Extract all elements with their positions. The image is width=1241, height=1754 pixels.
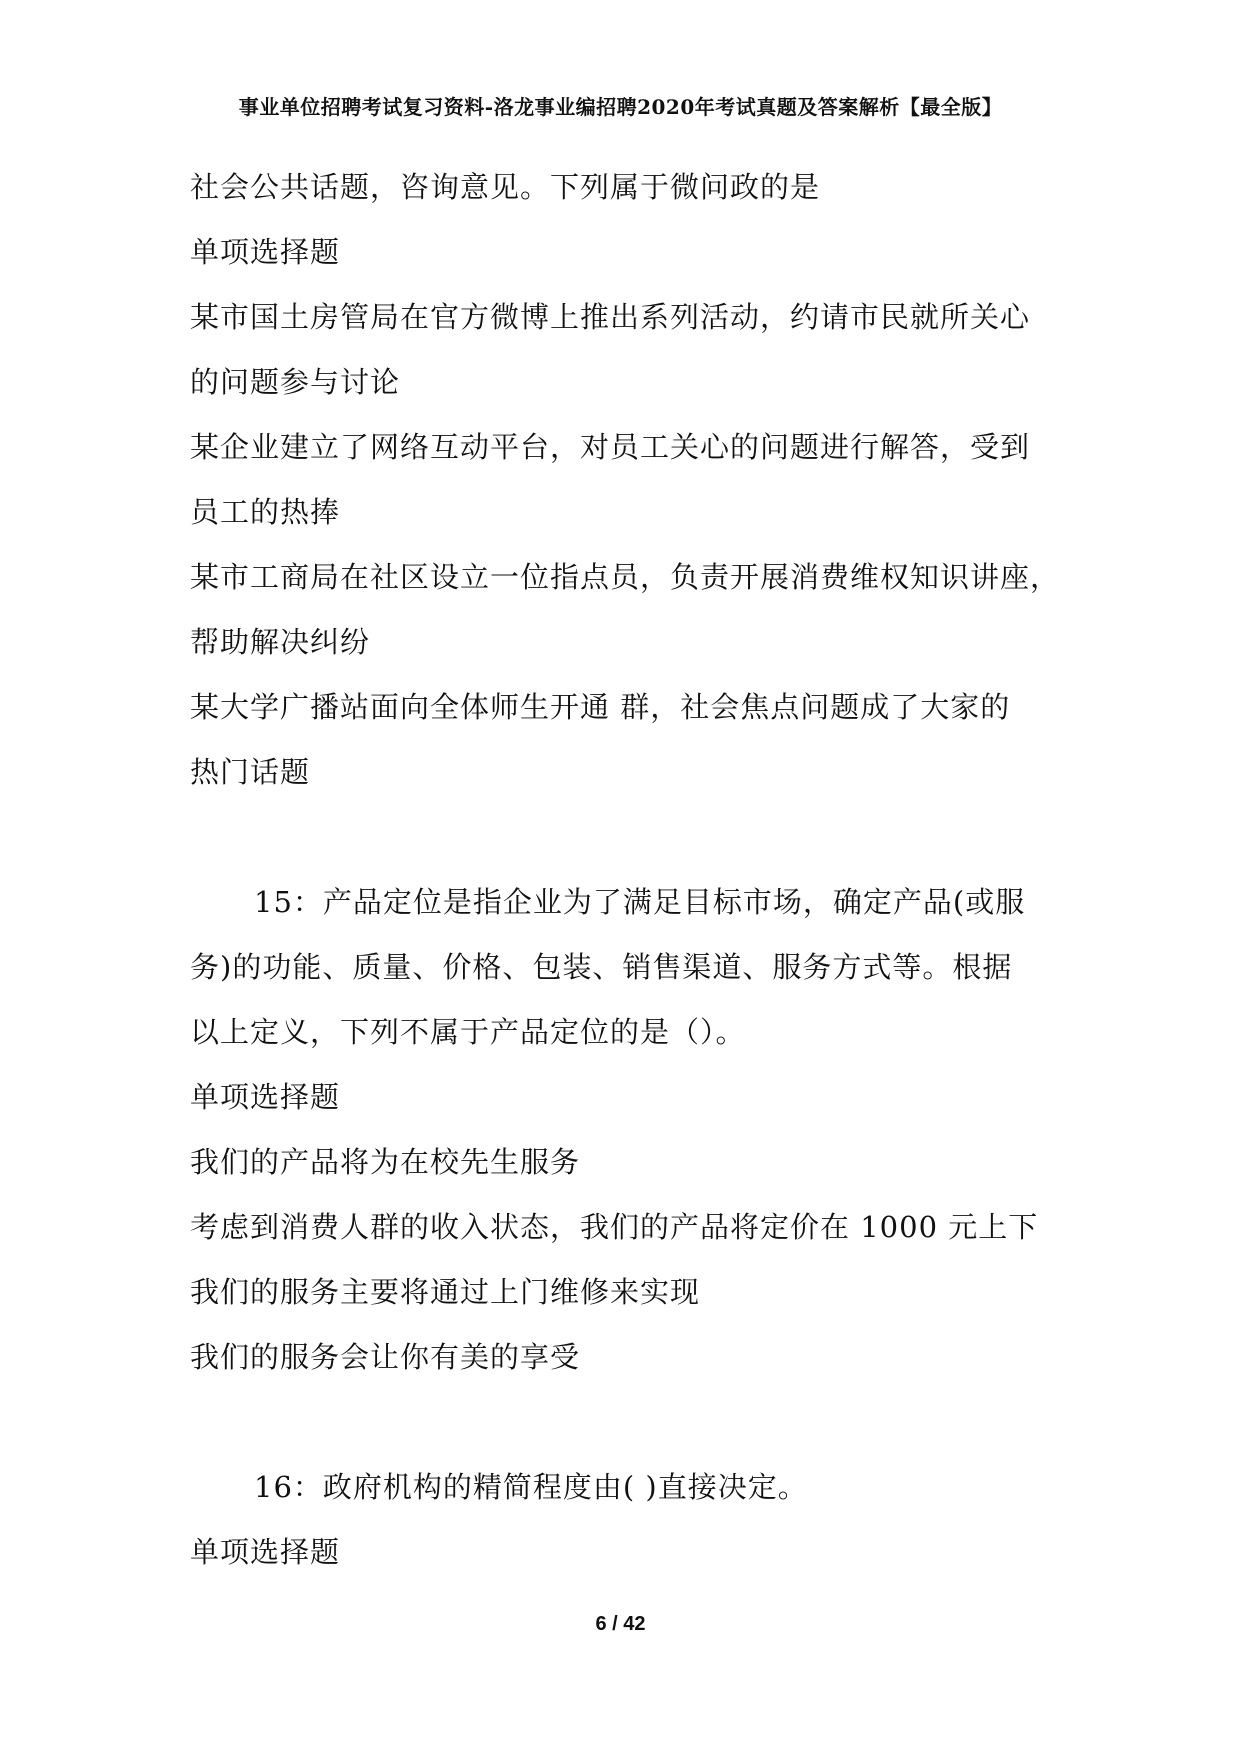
question-14-type: 单项选择题 <box>190 235 341 269</box>
question-15-option-b: 考虑到消费人群的收入状态，我们的产品将定价在 1000 元上下 <box>190 1210 1039 1244</box>
question-14-option-d-line2: 热门话题 <box>190 755 311 789</box>
document-body <box>190 155 1070 1585</box>
section-spacer <box>190 1390 1070 1455</box>
question-14-option-c-line2: 帮助解决纠纷 <box>190 625 371 659</box>
section-spacer <box>190 805 1070 870</box>
question-14-option-d-line1: 某大学广播站面向全体师生开通 群，社会焦点问题成了大家的 <box>190 690 1011 724</box>
question-15-option-d: 我们的服务会让你有美的享受 <box>190 1340 581 1374</box>
question-15-stem-line2: 务)的功能、质量、价格、包装、销售渠道、服务方式等。根据 <box>190 950 1013 984</box>
question-14-option-c-line1: 某市工商局在社区设立一位指点员，负责开展消费维权知识讲座， <box>190 560 1061 594</box>
page-number: 6 / 42 <box>595 1613 646 1635</box>
question-16-type: 单项选择题 <box>190 1535 341 1569</box>
question-15-option-a: 我们的产品将为在校先生服务 <box>190 1145 581 1179</box>
question-14-option-a-line1: 某市国土房管局在官方微博上推出系列活动，约请市民就所关心 <box>190 300 1031 334</box>
page-header: 事业单位招聘考试复习资料-洛龙事业编招聘2020年考试真题及答案解析【最全版】 <box>238 95 1003 119</box>
question-15-type: 单项选择题 <box>190 1080 341 1114</box>
question-14-stem-tail: 社会公共话题，咨询意见。下列属于微问政的是 <box>190 170 821 204</box>
question-14-option-a-line2: 的问题参与讨论 <box>190 365 401 399</box>
question-15-stem-line3: 以上定义，下列不属于产品定位的是（）。 <box>190 1015 746 1049</box>
question-15-option-c: 我们的服务主要将通过上门维修来实现 <box>190 1275 701 1309</box>
question-16-stem: 16：政府机构的精简程度由( )直接决定。 <box>254 1470 808 1504</box>
question-14-option-b-line1: 某企业建立了网络互动平台，对员工关心的问题进行解答，受到 <box>190 430 1031 464</box>
question-14-option-b-line2: 员工的热捧 <box>190 495 341 529</box>
question-15-stem-line1: 15：产品定位是指企业为了满足目标市场，确定产品(或服 <box>254 885 1026 919</box>
